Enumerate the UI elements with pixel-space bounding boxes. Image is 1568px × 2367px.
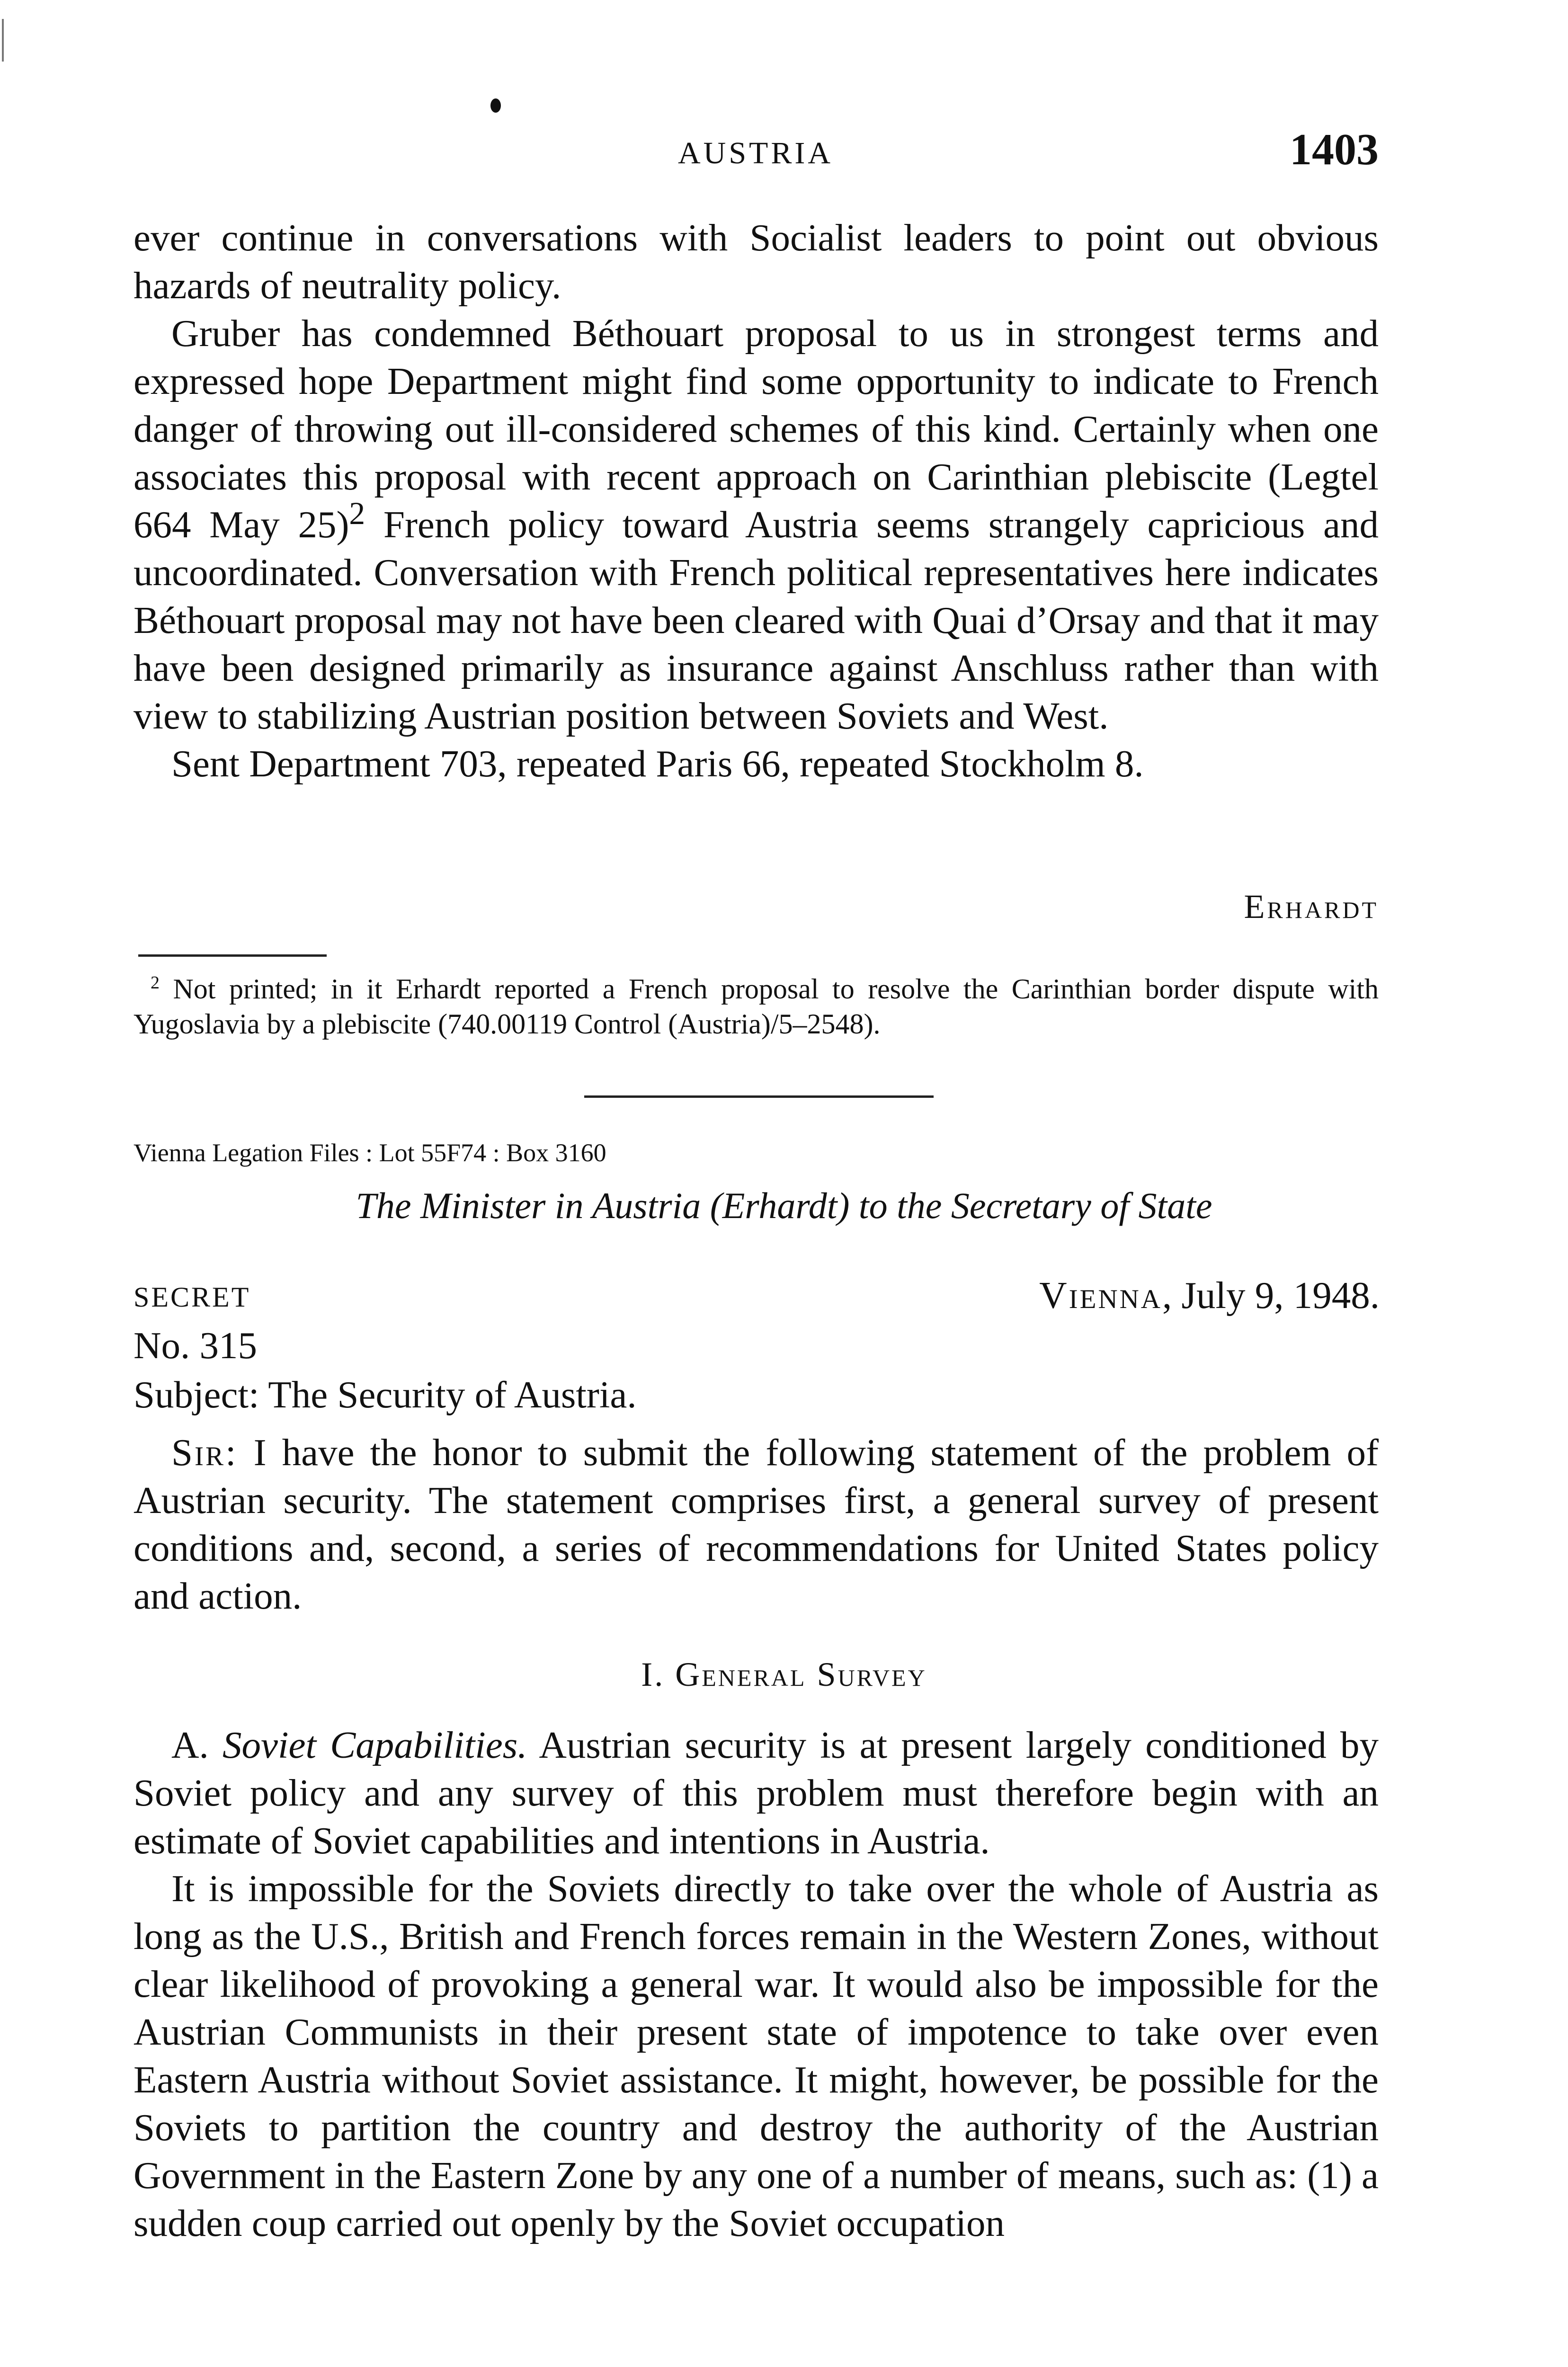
dateline-place: Vienna — [1039, 1274, 1162, 1317]
continued-telegram-text — [134, 214, 1379, 788]
subsection-label: A. — [171, 1724, 223, 1766]
footnote — [134, 971, 1379, 1041]
survey-text — [134, 1721, 1379, 2247]
signature: Erhardt — [1244, 888, 1379, 925]
footnote-reference: 2 — [349, 496, 365, 531]
text-run: Austrian security is at present largely conditioned by Soviet policy and any survey of this problem must therefore begin with an estimate of Soviet capabilities and intentions in Austria. — [134, 1724, 1379, 1862]
scan-edge-mark — [2, 19, 4, 62]
dateline-date: , July 9, 1948. — [1162, 1274, 1380, 1317]
paragraph — [134, 310, 1379, 740]
footnote-mark: 2 — [151, 973, 160, 993]
section-heading: I. General Survey — [641, 1655, 927, 1693]
section-divider — [584, 1095, 934, 1098]
text-run: French policy toward Austria seems strangely capricious and uncoordinated. Conversation with French political representatives here indicates Béthouart proposal may not have been cleared with Quai d’Orsay and that it may have been designed primarily as insurance against Anschluss rather than with view to stabilizing Austrian position between Soviets and West. — [134, 503, 1379, 737]
paragraph: Sent Department 703, repeated Paris 66, repeated Stockholm 8. — [171, 742, 1144, 785]
paragraph: ever continue in conversations with Socialist leaders to point out obvious hazards of neutrality policy. — [134, 216, 1379, 307]
text-run: Gruber has condemned Béthouart proposal to us in strongest terms and expressed hope Department might find some opportunity to indicate to French danger of throwing out ill-considered schemes of this kind. Certainly when one associates this proposal with recent approach on Carinthian plebiscite (Legtel 664 May 25) — [134, 312, 1379, 546]
document-title: The Minister in Austria (Erhardt) to the Secretary of State — [356, 1185, 1212, 1226]
file-reference: Vienna Legation Files : Lot 55F74 : Box 3160 — [134, 1139, 606, 1167]
paragraph — [134, 1429, 1379, 1620]
classification-label: SECRET — [134, 1281, 251, 1313]
running-head: AUSTRIA — [678, 136, 834, 170]
footnote-rule — [138, 954, 327, 957]
footnote-text: Not printed; in it Erhardt reported a French proposal to resolve the Carinthian border dispute with Yugoslavia by a plebiscite (740.00119 Control (Austria)/5–2548). — [134, 973, 1379, 1040]
paragraph: It is impossible for the Soviets directly to take over the whole of Austria as long as the U.S., British and French forces remain in the Western Zones, without clear likelihood of provoking a general war. It would also be impossible for the Austrian Communists in their present state of impotence to take over even Eastern Austria without Soviet assistance. It might, however, be possible for the Soviets to partition the country and destroy the authority of the Austrian Government in the Eastern Zone by any one of a number of means, such as: (1) a sudden coup carried out openly by the Soviet occupation — [134, 1867, 1379, 2244]
dateline — [1039, 1273, 1380, 1317]
page-number: 1403 — [1290, 125, 1379, 174]
paragraph — [134, 1721, 1379, 1865]
salutation: Sir: — [171, 1431, 238, 1474]
subject-line: Subject: The Security of Austria. — [134, 1373, 637, 1416]
introduction — [134, 1429, 1379, 1620]
text-run: I have the honor to submit the following statement of the problem of Austrian security. The statement comprises first, a general survey of present conditions and, second, a series of recommendations for United States policy and action. — [134, 1431, 1379, 1617]
subsection-title: Soviet Capabilities. — [223, 1724, 527, 1766]
bullet-mark — [490, 98, 501, 113]
document-number: No. 315 — [134, 1324, 257, 1367]
